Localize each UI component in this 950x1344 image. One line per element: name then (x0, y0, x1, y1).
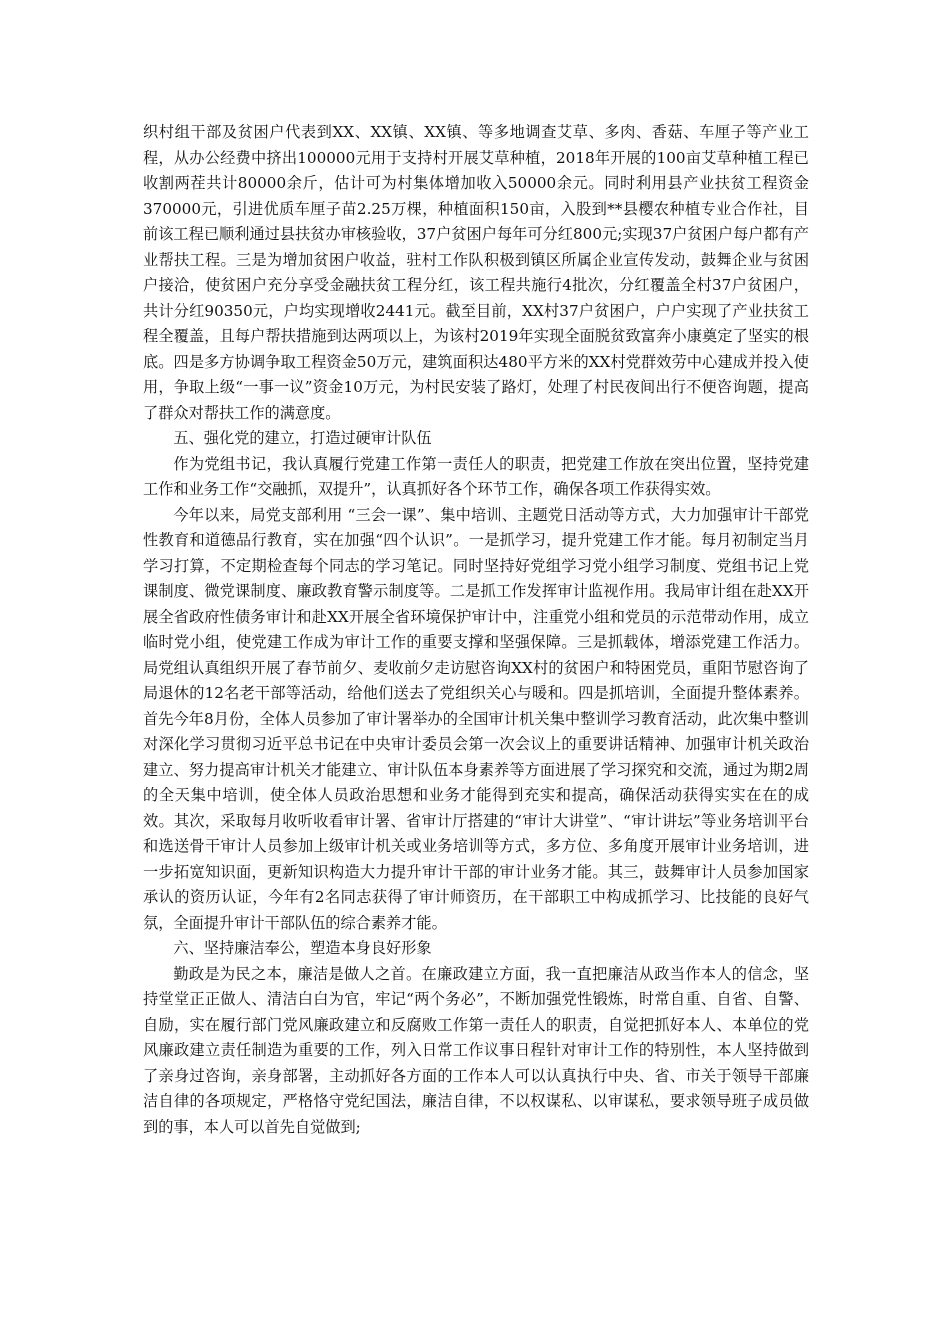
paragraph-poverty-projects: 织村组干部及贫困户代表到XX、XX镇、XX镇、等多地调查艾草、多肉、香菇、车厘子等产业工程，从办公经费中挤出100000元用于支持村开展艾草种植，2018年开展的100亩艾草种植工程已收割两茬共计80000余斤，估计可为村集体增加收入50000余元。同时利用县产业扶贫工程资金370000元，引进优质车厘子苗2.25万棵，种植面积150亩，入股到**县樱农种植专业合作社，目前该工程已顺利通过县扶贫办审核验收，37户贫困户每年可分红800元;实现37户贫困户每户都有产业帮扶工程。三是为增加贫困户收益，驻村工作队积极到镇区所属企业宣传发动，鼓舞企业与贫困户接洽，使贫困户充分享受金融扶贫工程分红，该工程共施行4批次，分红覆盖全村37户贫困户，共计分红90350元，户均实现增收2441元。截至目前，XX村37户贫困户，户户实现了产业扶贫工程全覆盖，且每户帮扶措施到达两项以上，为该村2019年实现全面脱贫致富奔小康奠定了坚实的根底。四是多方协调争取工程资金50万元，建筑面积达480平方米的XX村党群效劳中心建成并投入使用，争取上级“一事一议”资金10万元，为村民安装了路灯，处理了村民夜间出行不便咨询题，提高了群众对帮扶工作的满意度。 (143, 123, 809, 422)
document-page (143, 120, 809, 1140)
paragraph-party-secretary: 作为党组书记，我认真履行党建工作第一责任人的职责，把党建工作放在突出位置，坚持党建工作和业务工作“交融抓，双提升”，认真抓好各个环节工作，确保各项工作获得实效。 (143, 454, 809, 498)
section-heading-party-building: 五、强化党的建立，打造过硬审计队伍 (173, 429, 432, 447)
paragraph-integrity: 勤政是为民之本，廉洁是做人之首。在廉政建立方面，我一直把廉洁从政当作本人的信念，坚持堂堂正正做人、清洁白白为官，牢记“两个务必”，不断加强党性锻炼，时常自重、自省、自警、自励，实在履行部门党风廉政建立和反腐败工作第一责任人的职责，自觉把抓好本人、本单位的党风廉政建立责任制造为重要的工作，列入日常工作议事日程针对审计工作的特别性，本人坚持做到了亲身过咨询，亲身部署，主动抓好各方面的工作本人可以认真执行中央、省、市关于领导干部廉洁自律的各项规定，严格恪守党纪国法，廉洁自律，不以权谋私、以审谋私，要求领导班子成员做到的事，本人可以首先自觉做到; (143, 964, 809, 1136)
section-heading-integrity: 六、坚持廉洁奉公，塑造本身良好形象 (173, 939, 432, 957)
paragraph-party-branch-activities: 今年以来，局党支部利用 “三会一课”、集中培训、主题党日活动等方式，大力加强审计干部党性教育和道德品行教育，实在加强“四个认识”。一是抓学习，提升党建工作才能。每月初制定当月学习打算，不定期检查每个同志的学习笔记。同时坚持好党组学习党小组学习制度、党组书记上党课制度、微党课制度、廉政教育警示制度等。二是抓工作发挥审计监视作用。我局审计组在赴XX开展全省政府性债务审计和赴XX开展全省环境保护审计中，注重党小组和党员的示范带动作用，成立临时党小组，使党建工作成为审计工作的重要支撑和坚强保障。三是抓载体，增添党建工作活力。局党组认真组织开展了春节前夕、麦收前夕走访慰咨询XX村的贫困户和特困党员，重阳节慰咨询了局退休的12名老干部等活动，给他们送去了党组织关心与暖和。四是抓培训，全面提升整体素养。首先今年8月份，全体人员参加了审计署举办的全国审计机关集中整训学习教育活动，此次集中整训对深化学习贯彻习近平总书记在中央审计委员会第一次会议上的重要讲话精神、加强审计机关政治建立、努力提高审计机关才能建立、审计队伍本身素养等方面进展了学习探究和交流，通过为期2周的全天集中培训，使全体人员政治思想和业务才能得到充实和提高，确保活动获得实实在在的成效。其次，采取每月收听收看审计署、省审计厅搭建的“审计大讲堂”、“审计讲坛”等业务培训平台和选送骨干审计人员参加上级审计机关或业务培训等方式，多方位、多角度开展审计业务培训，进一步拓宽知识面，更新知识构造大力提升审计干部的审计业务才能。其三，鼓舞审计人员参加国家承认的资历认证，今年有2名同志获得了审计师资历，在干部职工中构成抓学习、比技能的良好气氛，全面提升审计干部队伍的综合素养才能。 (143, 505, 809, 932)
